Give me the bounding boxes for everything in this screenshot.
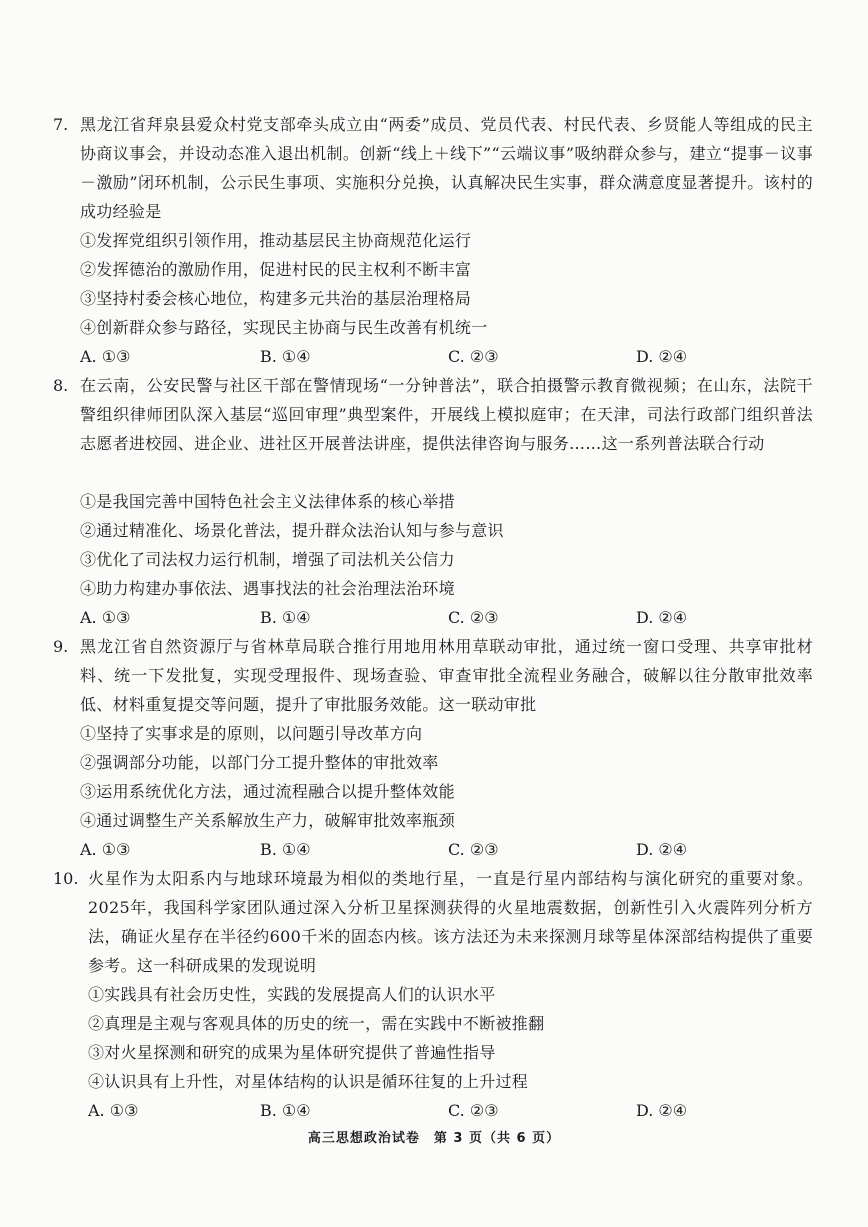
option-a[interactable]: A. ①③ <box>80 608 131 627</box>
option-c[interactable]: C. ②③ <box>448 1101 499 1120</box>
statement-4: ④创新群众参与路径，实现民主协商与民生改善有机统一 <box>80 318 488 337</box>
question-number: 8. <box>53 376 69 395</box>
options-row <box>80 603 813 632</box>
option-d[interactable]: D. ②④ <box>636 1101 688 1120</box>
question-stem: 火星作为太阳系内与地球环境最为相似的类地行星，一直是行星内部结构与演化研究的重要对象。2025年，我国科学家团队通过深入分析卫星探测获得的火星地震数据，创新性引入火震阵列分析方法，确证火星存在半径约600千米的固态内核。该方法还为未来探测月球等星体深部结构提供了重要参考。这一科研成果的发现说明 <box>88 869 813 975</box>
options-row <box>80 835 813 864</box>
statement-1: ①发挥党组织引领作用，推动基层民主协商规范化运行 <box>80 231 472 250</box>
statement-2: ②真理是主观与客观具体的历史的统一，需在实践中不断被推翻 <box>88 1014 545 1033</box>
option-b[interactable]: B. ①④ <box>260 1101 311 1120</box>
option-d[interactable]: D. ②④ <box>636 840 688 859</box>
option-d[interactable]: D. ②④ <box>636 608 688 627</box>
question-stem: 黑龙江省拜泉县爱众村党支部牵头成立由“两委”成员、党员代表、村民代表、乡贤能人等组成的民主协商议事会，并设动态准入退出机制。创新“线上＋线下”“云端议事”吸纳群众参与，建立“提事－议事－激励”闭环机制，公示民生事项、实施积分兑换，认真解决民生实事，群众满意度显著提升。该村的成功经验是 <box>80 115 813 221</box>
option-c[interactable]: C. ②③ <box>448 840 499 859</box>
statement-4: ④认识具有上升性，对星体结构的认识是循环往复的上升过程 <box>88 1072 529 1091</box>
option-b[interactable]: B. ①④ <box>260 840 311 859</box>
option-a[interactable]: A. ①③ <box>80 840 131 859</box>
statement-3: ③对火星探测和研究的成果为星体研究提供了普遍性指导 <box>88 1043 496 1062</box>
page-footer: 高三思想政治试卷 第 3 页（共 6 页） <box>307 1131 561 1146</box>
question-stem: 黑龙江省自然资源厅与省林草局联合推行用地用林用草联动审批，通过统一窗口受理、共享审批材料、统一下发批复，实现受理报件、现场查验、审查审批全流程业务融合，破解以往分散审批效率低、材料重复提交等问题，提升了审批服务效能。这一联动审批 <box>80 637 813 714</box>
option-b[interactable]: B. ①④ <box>260 608 311 627</box>
question-number: 7. <box>53 115 69 134</box>
statement-4: ④助力构建办事依法、遇事找法的社会治理法治环境 <box>80 579 455 598</box>
statement-2: ②发挥德治的激励作用，促进村民的民主权利不断丰富 <box>80 260 472 279</box>
option-b[interactable]: B. ①④ <box>260 347 311 366</box>
statement-3: ③运用系统优化方法，通过流程融合以提升整体效能 <box>80 782 455 801</box>
statement-3: ③坚持村委会核心地位，构建多元共治的基层治理格局 <box>80 289 472 308</box>
statement-4: ④通过调整生产关系解放生产力，破解审批效率瓶颈 <box>80 811 455 830</box>
option-c[interactable]: C. ②③ <box>448 347 499 366</box>
question-number: 9. <box>53 637 69 656</box>
option-a[interactable]: A. ①③ <box>80 347 131 366</box>
option-c[interactable]: C. ②③ <box>448 608 499 627</box>
options-row <box>88 1096 813 1125</box>
statement-2: ②通过精准化、场景化普法，提升群众法治认知与参与意识 <box>80 521 504 540</box>
option-d[interactable]: D. ②④ <box>636 347 688 366</box>
option-a[interactable]: A. ①③ <box>88 1101 139 1120</box>
statement-2: ②强调部分功能，以部门分工提升整体的审批效率 <box>80 753 439 772</box>
statement-1: ①实践具有社会历史性，实践的发展提高人们的认识水平 <box>88 985 496 1004</box>
statement-1: ①是我国完善中国特色社会主义法律体系的核心举措 <box>80 492 455 511</box>
question-stem: 在云南，公安民警与社区干部在警情现场“一分钟普法”，联合拍摄警示教育微视频；在山东，法院干警组织律师团队深入基层“巡回审理”典型案件，开展线上模拟庭审；在天津，司法行政部门组织普法志愿者进校园、进企业、进社区开展普法讲座，提供法律咨询与服务……这一系列普法联合行动 <box>80 376 813 453</box>
options-row <box>80 342 813 371</box>
statement-3: ③优化了司法权力运行机制，增强了司法机关公信力 <box>80 550 455 569</box>
statement-1: ①坚持了实事求是的原则，以问题引导改革方向 <box>80 724 423 743</box>
question-number: 10. <box>53 869 79 888</box>
